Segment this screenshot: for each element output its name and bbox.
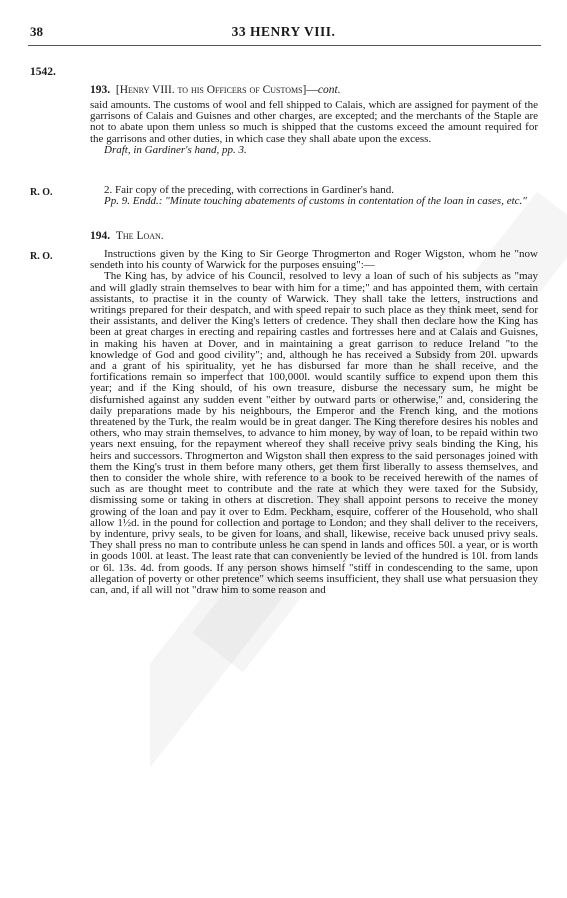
entry-194-body [90,249,538,596]
header-rule [28,45,541,46]
entry-number: 193. [90,84,111,96]
margin-source-label: R. O. [30,251,53,262]
paragraph: The King has, by advice of his Council, resolved to levy a loan of such of his subjects as "may and will gladly strain themselves to bear with him for a time;" and has appointed them, with certain assistants, to practise it in the county of Warwick. They shall take the letters, instructions and writings prepared for their despatch, and with speed repair to such place as they think meet, send for their assistants, and deliver the King's letters of credence. They shall then declare how the King has been at great charges in erecting and repairing castles and fortresses here and at Calais and Guisnes, in making his haven at Dover, and in maintaining a great garrison to reduce Ireland "to the knowledge of God and good civility"; and, although he has received a Subsidy from 20l. upwards and a grant of his spirituality, yet he has disbursed far more than he shall receive, and the fortifications remain so imperfect that 100,000l. would scantily suffice to expend upon them this year; and if the King should, of his own treasure, disburse the necessary sum, he might be disfurnished against any sudden event "either by outward parts or otherwise," and, considering the daily preparations made by his neighbours, the Emperor and the French king, and the motions threatened by the Turk, the realm would be in great danger. The King therefore desires his nobles and others, who may strain themselves, to advance to him money, by way of loan, to be repaid within two years next ensuing, for the repayment whereof they shall receive privy seals binding the King, his heirs and successors. Throgmerton and Wigston shall then express to the said personages joined with them the King's trust in them before many others, get them first liberally to assess themselves, and then to consider the whole shire, with reference to a book to be received herewith of the names of such as are thought meet to contribute and the rate at which they were taxed for the Subsidy, dismissing some or taking in others at discretion. They shall appoint persons to receive the money growing of the loan and pay it over to Edm. Peckham, esquire, cofferer of the Household, who shall allow 1½d. in the pound for collection and portage to London; and they shall deliver to the receivers, by indenture, privy seals, to be given for loans, and shall, likewise, receive back unused privy seals. They shall press no man to contribute unless he can spend in lands and offices 50l. a year, or is worth in goods 100l. at least. The least rate that can conveniently be levied of the hundred is 10l. from lands or 6l. 13s. 4d. from goods. If any person shows himself "stiff in condescending to the same, upon allegation of poverty or other pretence" which seems insufficient, they shall use what persuasion they can, and, if all will not "draw him to some reason and [90,270,538,597]
paragraph: Instructions given by the King to Sir George Throgmerton and Roger Wigston, whom he "now sendeth into his county of Warwick for the purposes ensuing":— [90,248,538,272]
page-number: 38 [30,24,43,39]
entry-193-heading [90,84,341,96]
entry-title-cont: cont. [317,84,341,96]
entry-title: The Loan. [115,230,164,242]
year-label: 1542. [30,66,56,78]
entry-number: 194. [90,230,111,242]
entry-193-body [90,100,538,156]
entry-194-heading [90,230,164,242]
running-title: 33 HENRY VIII. [231,24,336,39]
paragraph: 2. Fair copy of the preceding, with corrections in Gardiner's hand. [104,184,395,196]
margin-source-label: R. O. [30,187,53,198]
source-note: Draft, in Gardiner's hand, pp. 3. [104,143,247,156]
source-note: Pp. 9. Endd.: "Minute touching abatements of customs in contentation of the loan in cases, etc." [104,195,527,208]
paragraph: said amounts. The customs of wool and fell shipped to Calais, which are assigned for payment of the garrisons of Calais and Guisnes and other charges, are excepted; and the merchants of the Staple are not to abate upon them unless so much is shipped that the customs exceed the amount required for the garrisons and other duties, in which case they shall abate upon the excess. [90,99,538,145]
entry-193-copy [90,185,538,207]
entry-title: [Henry VIII. to his Officers of Customs]— [115,84,318,96]
